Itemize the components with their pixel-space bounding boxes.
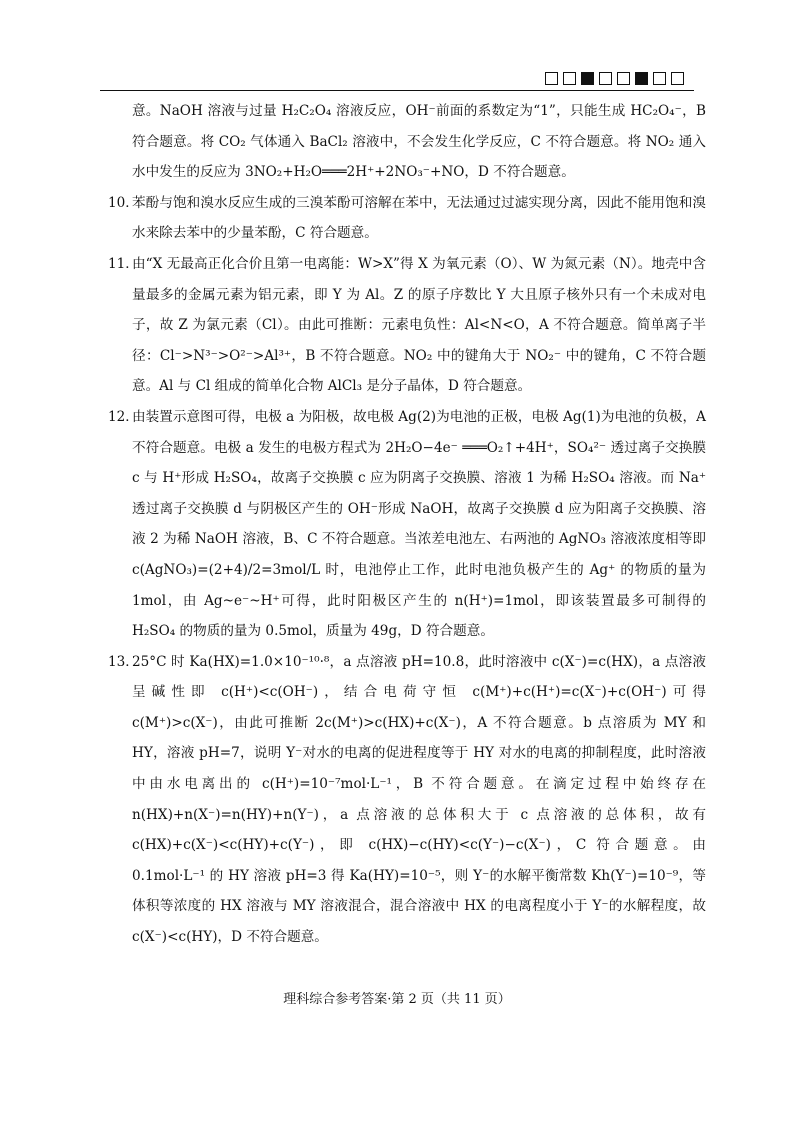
answer-number: 11．	[108, 255, 139, 272]
header-mark-2	[563, 72, 576, 85]
answer-item-12	[96, 402, 706, 647]
header-mark-3	[581, 72, 594, 85]
intro-paragraph: 意。NaOH 溶液与过量 H₂C₂O₄ 溶液反应，OH⁻前面的系数定为“1”，只能生成 HC₂O₄⁻，B 符合题意。将 CO₂ 气体通入 BaCl₂ 溶液中，不会发生化学反应，C 不符合题意。将 NO₂ 通入水中发生的反应为 3NO₂+H₂O═══2H⁺+2NO₃⁻+NO，D 不符合题意。	[132, 103, 706, 181]
answer-item-10	[96, 188, 706, 249]
answer-number: 12．	[108, 408, 139, 425]
page-footer: 理科综合参考答案·第 2 页（共 11 页）	[283, 992, 511, 1007]
answer-text: 25°C 时 Ka(HX)=1.0×10⁻¹⁰·⁸，a 点溶液 pH=10.8，此时溶液中 c(X⁻)=c(HX)，a 点溶液呈碱性即 c(H⁺)<c(OH⁻)，结合电荷守恒 c(M⁺)+c(H⁺)=c(X⁻)+c(OH⁻)可得 c(M⁺)>c(X⁻)，由此可推断 2c(M⁺)>c(HX)+c(X⁻)，A 不符合题意。b 点溶质为 MY 和 HY，溶液 pH=7，说明 Y⁻对水的电离的促进程度等于 HY 对水的电离的抑制程度，此时溶液中由水电离出的 c(H⁺)=10⁻⁷mol·L⁻¹，B 不符合题意。在滴定过程中始终存在 n(HX)+n(X⁻)=n(HY)+n(Y⁻)，a 点溶液的总体积大于 c 点溶液的总体积，故有 c(HX)+c(X⁻)<c(HY)+c(Y⁻)，即 c(HX)−c(HY)<c(Y⁻)−c(X⁻)，C 符合题意。由 0.1mol·L⁻¹ 的 HY 溶液 pH=3 得 Ka(HY)=10⁻⁵，则 Y⁻的水解平衡常数 Kh(Y⁻)=10⁻⁹，等体积等浓度的 HX 溶液与 MY 溶液混合，混合溶液中 HX 的电离程度小于 Y⁻的水解程度，故 c(X⁻)<c(HY)，D 不符合题意。	[132, 653, 706, 946]
header-mark-4	[599, 72, 612, 85]
header-mark-8	[671, 72, 684, 85]
header-mark-1	[545, 72, 558, 85]
header-mark-7	[653, 72, 666, 85]
header-mark-5	[617, 72, 630, 85]
header-marks	[545, 72, 684, 85]
answer-item-13	[96, 647, 706, 953]
answer-content	[96, 96, 706, 953]
answer-text: 由装置示意图可得，电极 a 为阳极，故电极 Ag(2)为电池的正极，电极 Ag(1)为电池的负极，A 不符合题意。电极 a 发生的电极方程式为 2H₂O−4e⁻ ═══O₂↑+4H⁺，SO₄²⁻ 透过离子交换膜 c 与 H⁺形成 H₂SO₄，故离子交换膜 c 应为阴离子交换膜、溶液 1 为稀 H₂SO₄ 溶液。而 Na⁺透过离子交换膜 d 与阴极区产生的 OH⁻形成 NaOH，故离子交换膜 d 应为阳离子交换膜、溶液 2 为稀 NaOH 溶液，B、C 不符合题意。当浓差电池左、右两池的 AgNO₃ 溶液浓度相等即 c(AgNO₃)=(2+4)/2=3mol/L 时，电池停止工作，此时电池负极产生的 Ag⁺ 的物质的量为 1mol，由 Ag~e⁻~H⁺可得，此时阳极区产生的 n(H⁺)=1mol，即该装置最多可制得的 H₂SO₄ 的物质的量为 0.5mol，质量为 49g，D 符合题意。	[132, 408, 706, 640]
answer-number: 10．	[108, 194, 139, 211]
answer-number: 13．	[108, 653, 139, 670]
answer-text: 苯酚与饱和溴水反应生成的三溴苯酚可溶解在苯中，无法通过过滤实现分离，因此不能用饱和溴水来除去苯中的少量苯酚，C 符合题意。	[132, 194, 706, 242]
answer-item-11	[96, 249, 706, 402]
answer-text: 由“X 无最高正化合价且第一电离能：W>X”得 X 为氧元素（O）、W 为氮元素（N）。地壳中含量最多的金属元素为铝元素，即 Y 为 Al。Z 的原子序数比 Y 大且原子核外只有一个未成对电子，故 Z 为氯元素（Cl）。由此可推断：元素电负性：Al<N<O，A 不符合题意。简单离子半径：Cl⁻>N³⁻>O²⁻>Al³⁺，B 不符合题意。NO₂ 中的键角大于 NO₂⁻ 中的键角，C 不符合题意。Al 与 Cl 组成的简单化合物 AlCl₃ 是分子晶体，D 符合题意。	[132, 255, 706, 395]
header-rule	[100, 90, 694, 91]
header-mark-6	[635, 72, 648, 85]
